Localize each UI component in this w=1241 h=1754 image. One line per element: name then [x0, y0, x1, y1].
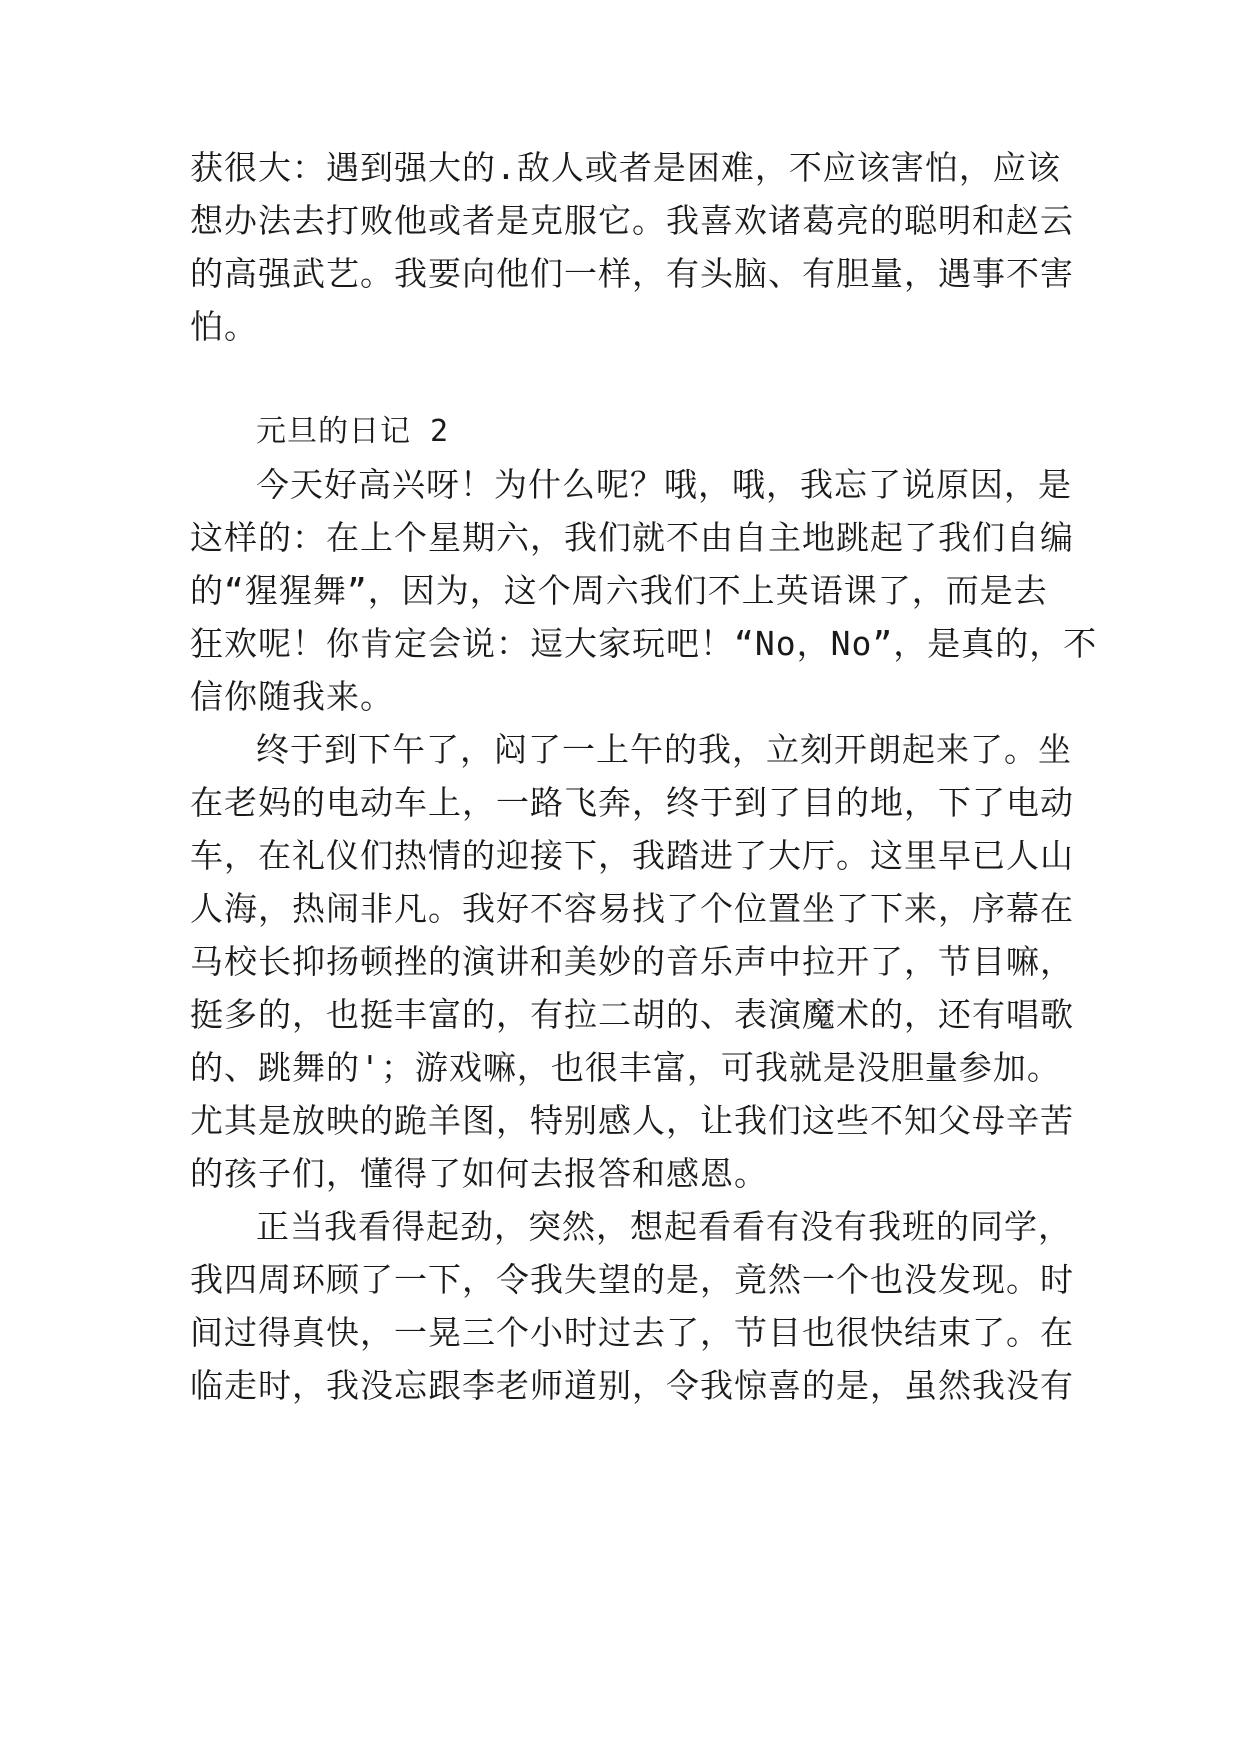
text-line: 获很大：遇到强大的.敌人或者是困难，不应该害怕，应该 [190, 148, 1061, 187]
text-line: 车，在礼仪们热情的迎接下，我踏进了大厅。这里早已人山 [190, 836, 1074, 875]
text-line: 临走时，我没忘跟李老师道别，令我惊喜的是，虽然我没有 [190, 1366, 1074, 1405]
section-title: 元旦的日记 2 [256, 414, 450, 449]
text-line: 终于到下午了，闷了一上午的我，立刻开朗起来了。坐 [256, 730, 1072, 769]
text-line: 尤其是放映的跪羊图，特别感人，让我们这些不知父母辛苦 [190, 1101, 1074, 1140]
text-line: 马校长抑扬顿挫的演讲和美妙的音乐声中拉开了，节目嘛， [190, 942, 1074, 981]
text-line: 狂欢呢！你肯定会说：逗大家玩吧！“No，No”，是真的，不 [190, 624, 1098, 663]
text-line: 的“猩猩舞”，因为，这个周六我们不上英语课了，而是去 [190, 571, 1048, 610]
text-line: 我四周环顾了一下，令我失望的是，竟然一个也没发现。时 [190, 1260, 1074, 1299]
text-line: 正当我看得起劲，突然，想起看看有没有我班的同学， [256, 1207, 1072, 1246]
text-line: 间过得真快，一晃三个小时过去了，节目也很快结束了。在 [190, 1313, 1074, 1352]
text-line: 的、跳舞的'；游戏嘛，也很丰富，可我就是没胆量参加。 [190, 1048, 1061, 1087]
text-line: 在老妈的电动车上，一路飞奔，终于到了目的地，下了电动 [190, 783, 1074, 822]
text-line: 的高强武艺。我要向他们一样，有头脑、有胆量，遇事不害 [190, 254, 1074, 293]
text-line: 这样的：在上个星期六，我们就不由自主地跳起了我们自编 [190, 518, 1074, 557]
text-line: 的孩子们，懂得了如何去报答和感恩。 [190, 1154, 768, 1193]
text-line: 信你随我来。 [190, 677, 394, 716]
text-line: 今天好高兴呀！为什么呢？哦，哦，我忘了说原因，是 [256, 465, 1072, 504]
text-line: 怕。 [190, 307, 258, 346]
text-line: 想办法去打败他或者是克服它。我喜欢诸葛亮的聪明和赵云 [190, 201, 1074, 240]
text-line: 人海，热闹非凡。我好不容易找了个位置坐了下来，序幕在 [190, 889, 1074, 928]
text-line: 挺多的，也挺丰富的，有拉二胡的、表演魔术的，还有唱歌 [190, 995, 1074, 1034]
